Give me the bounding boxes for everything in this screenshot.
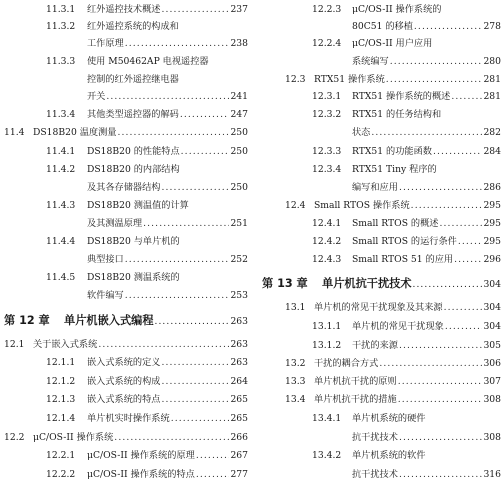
toc-dot-leader	[162, 394, 230, 406]
toc-page-number: 263	[230, 339, 248, 350]
toc-page-number: 265	[230, 413, 248, 424]
toc-dot-leader	[162, 357, 230, 369]
toc-entry-text-group	[352, 164, 501, 176]
toc-entry-text-group	[87, 4, 248, 16]
toc-entry-title: Small RTOS 的运行条件	[352, 236, 457, 247]
toc-entry-text-group	[352, 91, 501, 103]
toc-dot-leader	[196, 450, 230, 462]
toc-entry-text-group	[314, 376, 501, 388]
toc-page-number: 281	[483, 91, 501, 102]
toc-entry-text-group	[352, 109, 501, 121]
toc-entry-text-group	[87, 146, 248, 158]
toc-entry-text-group	[352, 56, 501, 68]
toc-dot-leader	[125, 290, 230, 302]
toc-entry-text-group	[64, 314, 248, 329]
toc-entry-number: 13.4.1	[312, 413, 342, 424]
toc-entry-text-group	[352, 450, 501, 462]
toc-dot-leader	[125, 38, 230, 50]
toc-dot-leader	[399, 469, 483, 481]
toc-entry-number: 12.3.4	[312, 164, 342, 175]
toc-entry-title: 嵌入式系统的特点	[87, 394, 161, 405]
toc-entry-text-group	[314, 74, 501, 86]
toc-page-number: 264	[230, 376, 248, 387]
toc-page-number: 238	[230, 38, 248, 49]
toc-page-number: 263	[230, 316, 248, 327]
toc-page-number: 304	[483, 302, 501, 313]
toc-entry-text-group	[87, 200, 248, 212]
toc-entry-text-group	[352, 413, 501, 425]
toc-entry-number: 12.3.3	[312, 146, 342, 157]
toc-page-number: 305	[483, 340, 501, 351]
toc-entry-title: Small RTOS 51 的应用	[352, 254, 454, 265]
toc-entry-number: 11.4.5	[46, 272, 76, 283]
toc-entry-text-group	[87, 413, 248, 425]
toc-entry-text-group	[352, 321, 501, 333]
toc-page-number: 282	[483, 127, 501, 138]
toc-entry-title: Small RTOS 操作系统	[314, 200, 410, 211]
toc-page-number: 306	[483, 358, 501, 369]
toc-dot-leader	[433, 146, 482, 158]
toc-dot-leader	[439, 218, 482, 230]
toc-dot-leader	[114, 432, 229, 444]
toc-entry-title: 嵌入式系统的构成	[87, 376, 161, 387]
toc-page-number: 308	[483, 394, 501, 405]
toc-entry-number: 13.4	[285, 394, 306, 405]
toc-entry-number: 12.1.4	[46, 413, 76, 424]
toc-page-number: 247	[230, 109, 248, 120]
toc-entry-title: 80C51 的移植	[352, 21, 413, 32]
toc-entry-title: 软件编写	[87, 290, 124, 301]
toc-entry-title: 关于嵌入式系统	[33, 339, 98, 350]
toc-entry-text-group	[87, 164, 248, 176]
toc-entry-title: RTX51 的任务结构和	[352, 109, 442, 120]
toc-page-number: 307	[483, 376, 501, 387]
toc-dot-leader	[106, 91, 229, 103]
toc-entry-number: 12.2.2	[46, 469, 76, 480]
toc-entry-text-group	[33, 339, 248, 351]
toc-entry-title: 单片机嵌入式编程	[64, 314, 154, 327]
toc-dot-leader	[445, 321, 483, 333]
toc-entry-text-group	[87, 236, 248, 248]
toc-entry-number: 12.4.2	[312, 236, 342, 247]
toc-entry-text-group	[352, 218, 501, 230]
toc-entry-text-group	[352, 432, 501, 444]
toc-entry-title: RTX51 操作系统的概述	[352, 91, 451, 102]
toc-entry-title: 抗干扰技术	[352, 432, 398, 443]
toc-entry-text-group	[87, 56, 248, 68]
toc-entry-number: 13.2	[285, 358, 306, 369]
toc-entry-number: 12.4	[285, 200, 306, 211]
toc-entry-title: 单片机抗干扰的原则	[314, 376, 397, 387]
toc-entry-number: 12.2.4	[312, 38, 342, 49]
toc-dot-leader	[454, 254, 482, 266]
toc-entry-title: 及其各存储器结构	[87, 182, 161, 193]
toc-page-number: 316	[483, 469, 501, 480]
toc-dot-leader	[399, 340, 483, 352]
toc-entry-title: 单片机的常见干扰现象及其来源	[314, 302, 443, 313]
toc-entry-text-group	[87, 74, 248, 86]
toc-entry-text-group	[352, 254, 501, 266]
toc-entry-number: 12.2	[4, 432, 25, 443]
toc-page-number: 304	[483, 279, 501, 290]
toc-entry-number: 12.3.1	[312, 91, 342, 102]
toc-entry-title: 开关	[87, 91, 106, 102]
toc-entry-title: 单片机抗干扰技术	[322, 277, 412, 290]
toc-entry-title: DS18B20 测温系统的	[87, 272, 180, 283]
toc-entry-number: 12.4.3	[312, 254, 342, 265]
toc-entry-title: 单片机系统的硬件	[352, 413, 426, 424]
toc-entry-number: 11.4.1	[46, 146, 76, 157]
toc-entry-title: DS18B20 与单片机的	[87, 236, 180, 247]
toc-entry-title: 单片机抗干扰的措施	[314, 394, 397, 405]
toc-entry-number: 12.2.3	[312, 4, 342, 15]
toc-entry-text-group	[314, 302, 501, 314]
toc-entry-text-group	[87, 376, 248, 388]
toc-entry-text-group	[87, 218, 248, 230]
toc-entry-title: 其他类型遥控器的解码	[87, 109, 179, 120]
toc-page-number: 250	[230, 146, 248, 157]
toc-entry-number: 11.4.2	[46, 164, 76, 175]
toc-entry-title: μC/OS-II 操作系统的原理	[87, 450, 195, 461]
toc-page-number: 252	[230, 254, 248, 265]
toc-dot-leader	[171, 413, 230, 425]
toc-entry-number: 11.3.2	[46, 21, 76, 32]
toc-dot-leader	[399, 432, 483, 444]
toc-entry-title: RTX51 Tiny 程序的	[352, 164, 437, 175]
toc-dot-leader	[386, 74, 483, 86]
toc-entry-text-group	[322, 277, 501, 292]
toc-entry-text-group	[314, 358, 501, 370]
toc-entry-number: 12.4.1	[312, 218, 342, 229]
toc-dot-leader	[398, 394, 483, 406]
toc-entry-title: μC/OS-II 操作系统的特点	[87, 469, 195, 480]
toc-entry-text-group	[87, 272, 248, 284]
toc-dot-leader	[181, 146, 230, 158]
toc-entry-title: 红外遥控技术概述	[87, 4, 161, 15]
toc-dot-leader	[125, 254, 230, 266]
toc-entry-text-group	[87, 109, 248, 121]
toc-entry-text-group	[87, 357, 248, 369]
toc-entry-title: DS18B20 温度测量	[33, 127, 117, 138]
toc-entry-number: 12.1.3	[46, 394, 76, 405]
toc-entry-text-group	[87, 21, 248, 33]
toc-page-number: 237	[230, 4, 248, 15]
toc-entry-text-group	[352, 38, 501, 50]
toc-dot-leader	[379, 358, 482, 370]
toc-entry-text-group	[87, 394, 248, 406]
toc-dot-leader	[162, 4, 230, 16]
toc-entry-number: 11.3.4	[46, 109, 76, 120]
toc-page-number: 267	[230, 450, 248, 461]
toc-page-number: 284	[483, 146, 501, 157]
toc-entry-title: DS18B20 的性能特点	[87, 146, 180, 157]
toc-entry-text-group	[352, 21, 501, 33]
toc-dot-leader	[390, 56, 483, 68]
toc-entry-text-group	[87, 469, 248, 481]
toc-entry-number: 11.4.4	[46, 236, 76, 247]
toc-entry-number: 第 12 章	[4, 314, 50, 327]
toc-dot-leader	[117, 127, 229, 139]
toc-dot-leader	[162, 182, 230, 194]
toc-dot-leader	[162, 376, 230, 388]
toc-dot-leader	[411, 200, 483, 212]
toc-page-number: 263	[230, 357, 248, 368]
toc-entry-text-group	[352, 236, 501, 248]
toc-entry-title: 状态	[352, 127, 371, 138]
toc-dot-leader	[444, 302, 483, 314]
toc-page-number: 250	[230, 182, 248, 193]
toc-entry-number: 12.1.1	[46, 357, 76, 368]
toc-entry-text-group	[87, 450, 248, 462]
toc-entry-title: 典型接口	[87, 254, 124, 265]
toc-entry-title: 干扰的耦合方式	[314, 358, 379, 369]
toc-entry-text-group	[352, 340, 501, 352]
toc-entry-text-group	[314, 394, 501, 406]
toc-entry-title: 干扰的来源	[352, 340, 398, 351]
toc-dot-leader	[196, 469, 230, 481]
toc-page-number: 253	[230, 290, 248, 301]
toc-entry-title: μC/OS-II 操作系统	[33, 432, 114, 443]
toc-entry-title: μC/OS-II 操作系统的	[352, 4, 442, 15]
toc-dot-leader	[399, 182, 483, 194]
toc-entry-number: 12.2.1	[46, 450, 76, 461]
toc-entry-text-group	[352, 146, 501, 158]
toc-entry-title: 单片机系统的软件	[352, 450, 426, 461]
toc-entry-number: 13.4.2	[312, 450, 342, 461]
toc-page-number: 251	[230, 218, 248, 229]
toc-entry-title: 红外遥控系统的构成和	[87, 21, 179, 32]
toc-dot-leader	[155, 315, 230, 329]
toc-entry-title: Small RTOS 的概述	[352, 218, 439, 229]
toc-entry-title: μC/OS-II 用户应用	[352, 38, 433, 49]
toc-entry-text-group	[33, 432, 248, 444]
toc-entry-title: 使用 M50462AP 电视遥控器	[87, 56, 209, 67]
toc-entry-text-group	[314, 200, 501, 212]
toc-page-number: 277	[230, 469, 248, 480]
toc-entry-text-group	[352, 182, 501, 194]
toc-page-number: 281	[483, 74, 501, 85]
toc-entry-number: 11.4	[4, 127, 25, 138]
toc-dot-leader	[414, 21, 483, 33]
toc-dot-leader	[143, 218, 229, 230]
toc-page-number: 266	[230, 432, 248, 443]
toc-entry-text-group	[87, 290, 248, 302]
toc-entry-number: 12.3.2	[312, 109, 342, 120]
toc-entry-number: 13.1	[285, 302, 306, 313]
toc-entry-title: RTX51 的功能函数	[352, 146, 432, 157]
toc-dot-leader	[451, 91, 482, 103]
toc-page-number: 286	[483, 182, 501, 193]
toc-entry-number: 13.1.2	[312, 340, 342, 351]
toc-entry-title: 工作原理	[87, 38, 124, 49]
toc-entry-text-group	[352, 469, 501, 481]
toc-dot-leader	[458, 236, 483, 248]
toc-page-number: 308	[483, 432, 501, 443]
toc-dot-leader	[371, 127, 482, 139]
toc-entry-number: 第 13 章	[262, 277, 308, 290]
toc-entry-text-group	[352, 127, 501, 139]
toc-entry-text-group	[352, 4, 501, 16]
toc-entry-text-group	[87, 38, 248, 50]
toc-dot-leader	[180, 109, 230, 121]
toc-entry-title: 编写和应用	[352, 182, 398, 193]
toc-entry-number: 13.1.1	[312, 321, 342, 332]
toc-page-number: 296	[483, 254, 501, 265]
toc-entry-title: 及其测温原理	[87, 218, 143, 229]
toc-entry-number: 12.1	[4, 339, 25, 350]
toc-dot-leader	[413, 278, 483, 292]
toc-entry-text-group	[87, 182, 248, 194]
toc-page-number: 241	[230, 91, 248, 102]
toc-dot-leader	[98, 339, 229, 351]
toc-entry-title: 控制的红外遥控继电器	[87, 74, 179, 85]
toc-entry-title: DS18B20 测温值的计算	[87, 200, 189, 211]
toc-entry-number: 11.3.3	[46, 56, 76, 67]
toc-entry-title: 抗干扰技术	[352, 469, 398, 480]
toc-page-number: 265	[230, 394, 248, 405]
toc-entry-number: 12.1.2	[46, 376, 76, 387]
toc-entry-number: 13.3	[285, 376, 306, 387]
toc-entry-text-group	[87, 91, 248, 103]
toc-entry-title: 单片机的常见干扰现象	[352, 321, 444, 332]
toc-entry-title: 嵌入式系统的定义	[87, 357, 161, 368]
toc-entry-text-group	[33, 127, 248, 139]
toc-entry-title: 单片机实时操作系统	[87, 413, 170, 424]
toc-entry-number: 11.4.3	[46, 200, 76, 211]
toc-entry-number: 12.3	[285, 74, 306, 85]
toc-entry-number: 11.3.1	[46, 4, 76, 15]
toc-page-number: 280	[483, 56, 501, 67]
toc-page-number: 295	[483, 218, 501, 229]
toc-page-number: 295	[483, 236, 501, 247]
toc-entry-title: 系统编写	[352, 56, 389, 67]
toc-entry-title: RTX51 操作系统	[314, 74, 385, 85]
toc-page-number: 304	[483, 321, 501, 332]
toc-page-number: 250	[230, 127, 248, 138]
toc-entry-text-group	[87, 254, 248, 266]
toc-dot-leader	[398, 376, 483, 388]
toc-page-number: 295	[483, 200, 501, 211]
toc-entry-title: DS18B20 的内部结构	[87, 164, 180, 175]
toc-page-number: 278	[483, 21, 501, 32]
